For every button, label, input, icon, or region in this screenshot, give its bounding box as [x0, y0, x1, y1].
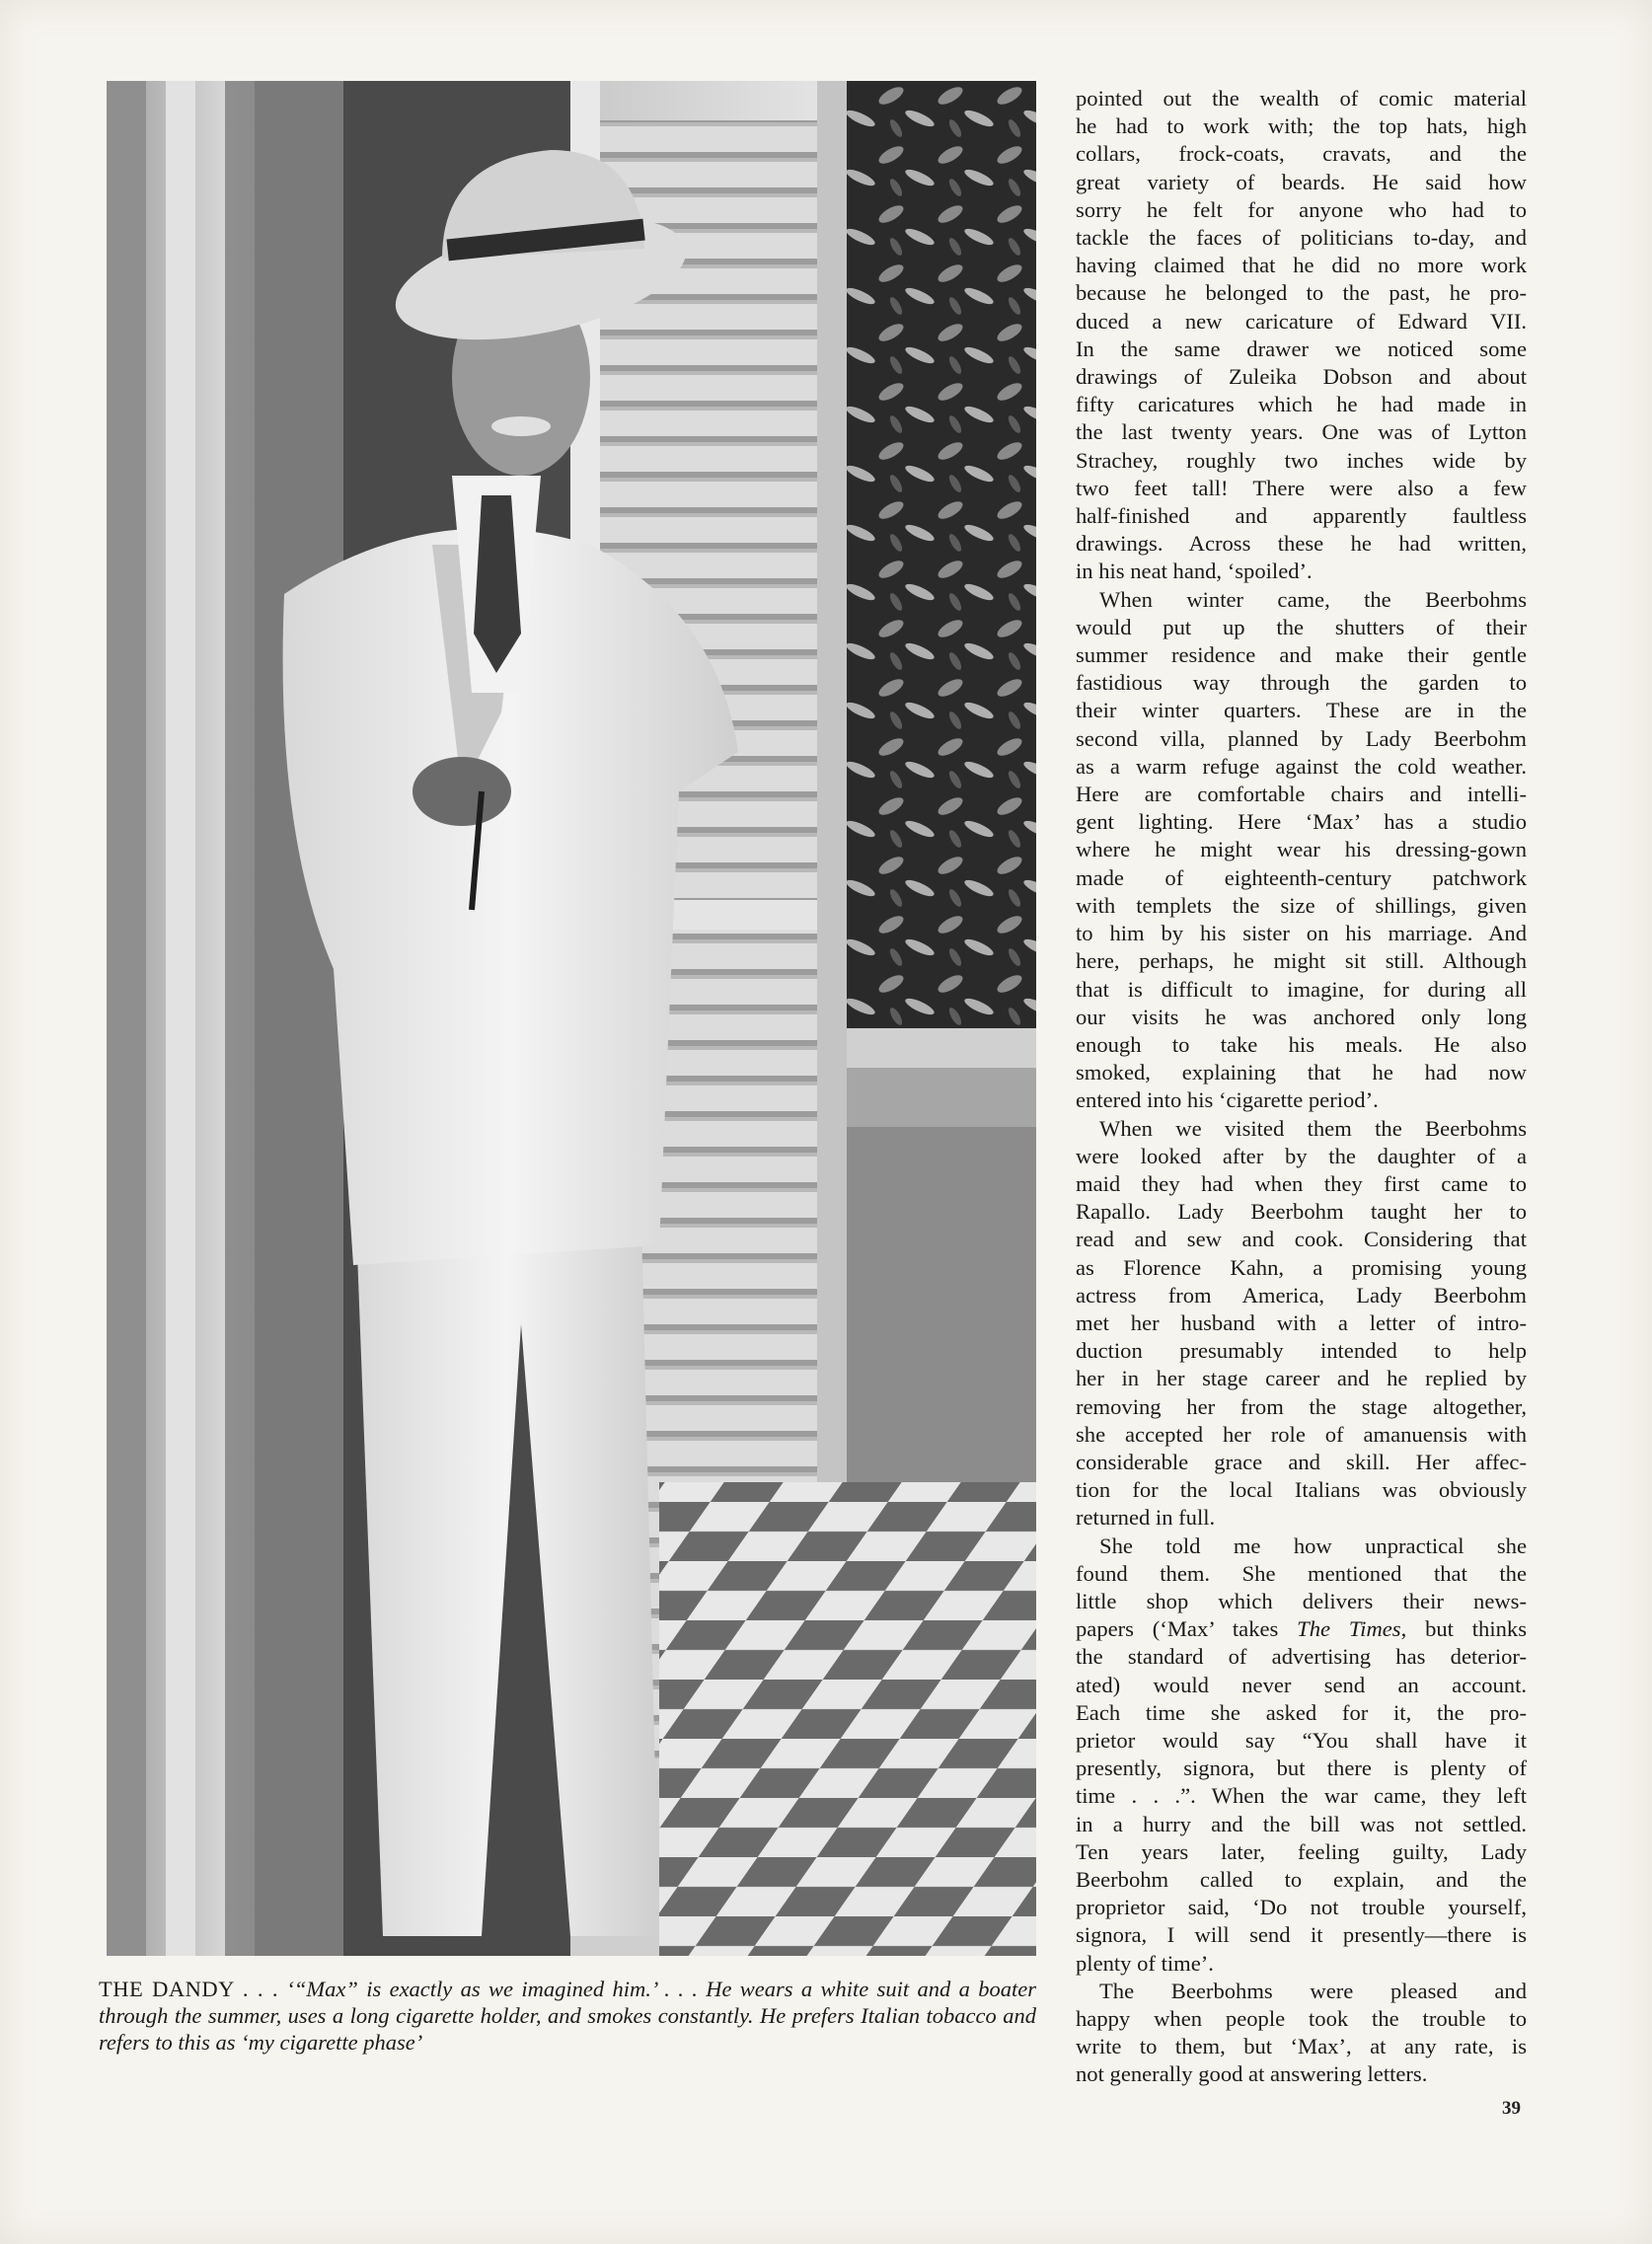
article-line: he had to work with; the top hats, high	[1076, 113, 1527, 139]
article-line: duction presumably intended to help	[1076, 1338, 1527, 1364]
article-line: read and sew and cook. Considering that	[1076, 1227, 1527, 1252]
article-line: she accepted her role of amanuensis with	[1076, 1421, 1527, 1447]
article-line: that is difficult to imagine, for during all	[1076, 976, 1527, 1002]
article-line: actress from America, Lady Beerbohm	[1076, 1282, 1527, 1308]
article-line: The Beerbohms were pleased and	[1099, 1978, 1527, 2003]
article-line: drawings of Zuleika Dobson and about	[1076, 364, 1527, 390]
article-line: plenty of time’.	[1076, 1950, 1214, 1976]
article-line: fifty caricatures which he had made in	[1076, 392, 1527, 417]
article-line: her in her stage career and he replied by	[1076, 1366, 1527, 1391]
article-line: Rapallo. Lady Beerbohm taught her to	[1076, 1199, 1527, 1225]
article-line: considerable grace and skill. Her affec-	[1076, 1449, 1527, 1474]
article-line: removing her from the stage altogether,	[1076, 1393, 1527, 1419]
article-line: fastidious way through the garden to	[1076, 670, 1527, 696]
article-line: Here are comfortable chairs and intelli-	[1076, 782, 1527, 807]
article-line: proprietor said, ‘Do not trouble yourself,	[1076, 1895, 1527, 1920]
article-line: little shop which delivers their news-	[1076, 1588, 1527, 1613]
article-line: sorry he felt for anyone who had to	[1076, 196, 1527, 222]
article-line: Beerbohm called to explain, and the	[1076, 1867, 1527, 1892]
caption-lead: THE DANDY . . .	[99, 1977, 278, 2001]
article-line: to him by his sister on his marriage. And	[1076, 921, 1527, 946]
article-line: in a hurry and the bill was not settled.	[1076, 1811, 1527, 1836]
article-line: She told me how unpractical she	[1099, 1533, 1527, 1558]
article-column	[1076, 85, 1527, 2089]
article-line: found them. She mentioned that the	[1076, 1560, 1527, 1586]
article-line: gent lighting. Here ‘Max’ has a studio	[1076, 809, 1527, 835]
article-line: our visits he was anchored only long	[1076, 1004, 1527, 1029]
article-line: Strachey, roughly two inches wide by	[1076, 447, 1527, 473]
photograph	[107, 81, 1036, 1956]
article-line: because he belonged to the past, he pro-	[1076, 280, 1527, 306]
article-line: were looked after by the daughter of a	[1076, 1143, 1527, 1168]
article-line: tion for the local Italians was obviously	[1076, 1477, 1527, 1503]
article-line: half-finished and apparently faultless	[1076, 503, 1527, 529]
article-line: where he might wear his dressing-gown	[1076, 837, 1527, 862]
article-line: enough to take his meals. He also	[1076, 1031, 1527, 1057]
article-line: second villa, planned by Lady Beerbohm	[1076, 725, 1527, 751]
article-line: would put up the shutters of their	[1076, 614, 1527, 639]
article-line: When we visited them the Beerbohms	[1099, 1115, 1527, 1141]
article-line: write to them, but ‘Max’, at any rate, is	[1076, 2034, 1527, 2059]
article-line: When winter came, the Beerbohms	[1099, 586, 1527, 612]
article-line: In the same drawer we noticed some	[1076, 336, 1527, 361]
photo-caption	[99, 1976, 1036, 2056]
article-line: not generally good at answering letters.	[1076, 2061, 1428, 2087]
article-line: papers (‘Max’ takes The Times, but thinks	[1076, 1616, 1527, 1642]
article-line: in his neat hand, ‘spoiled’.	[1076, 559, 1313, 584]
article-line: tackle the faces of politicians to-day, and	[1076, 225, 1527, 251]
article-line: returned in full.	[1076, 1505, 1216, 1531]
article-line: two feet tall! There were also a few	[1076, 475, 1527, 500]
article-line: prietor would say “You shall have it	[1076, 1727, 1527, 1753]
article-line: having claimed that he did no more work	[1076, 253, 1527, 278]
article-line: their winter quarters. These are in the	[1076, 698, 1527, 723]
article-line: maid they had when they first came to	[1076, 1170, 1527, 1196]
newspaper-title: The Times	[1297, 1616, 1401, 1642]
article-line: collars, frock-coats, cravats, and the	[1076, 141, 1527, 167]
article-line: the last twenty years. One was of Lytton	[1076, 419, 1527, 445]
page-number: 39	[1502, 2098, 1521, 2119]
article-line: signora, I will send it presently—there is	[1076, 1922, 1527, 1948]
article-line: as a warm refuge against the cold weather.	[1076, 753, 1527, 779]
photo-icon	[107, 81, 1036, 1956]
article-line: as Florence Kahn, a promising young	[1076, 1254, 1527, 1280]
article-line: drawings. Across these he had written,	[1076, 531, 1527, 557]
article-line: happy when people took the trouble to	[1076, 2006, 1527, 2032]
article-line: great variety of beards. He said how	[1076, 169, 1527, 194]
article-line: Each time she asked for it, the pro-	[1076, 1699, 1527, 1725]
article-line: met her husband with a letter of intro-	[1076, 1309, 1527, 1335]
article-line: here, perhaps, he might sit still. Although	[1076, 948, 1527, 974]
article-line: presently, signora, but there is plenty of	[1076, 1756, 1527, 1781]
article-line: summer residence and make their gentle	[1076, 642, 1527, 668]
caption-text: ‘“Max” is exactly as we imagined him.’ . . . He wears a white suit and a boater through the summer, uses a long cigarette holder, and smokes constantly. He prefers Italian tobacco and refers to this as ‘my cigarette phase’	[99, 1977, 1036, 2055]
article-line: ated) would never send an account.	[1076, 1672, 1527, 1697]
article-line: the standard of advertising has deterior-	[1076, 1644, 1527, 1670]
article-line: made of eighteenth-century patchwork	[1076, 864, 1527, 890]
article-line: entered into his ‘cigarette period’.	[1076, 1087, 1379, 1113]
article-line: smoked, explaining that he had now	[1076, 1060, 1527, 1085]
article-line: duced a new caricature of Edward VII.	[1076, 308, 1527, 334]
article-line: Ten years later, feeling guilty, Lady	[1076, 1838, 1527, 1864]
article-line: with templets the size of shillings, given	[1076, 892, 1527, 918]
article-line: time . . .”. When the war came, they left	[1076, 1783, 1527, 1809]
article-line: pointed out the wealth of comic material	[1076, 86, 1527, 111]
